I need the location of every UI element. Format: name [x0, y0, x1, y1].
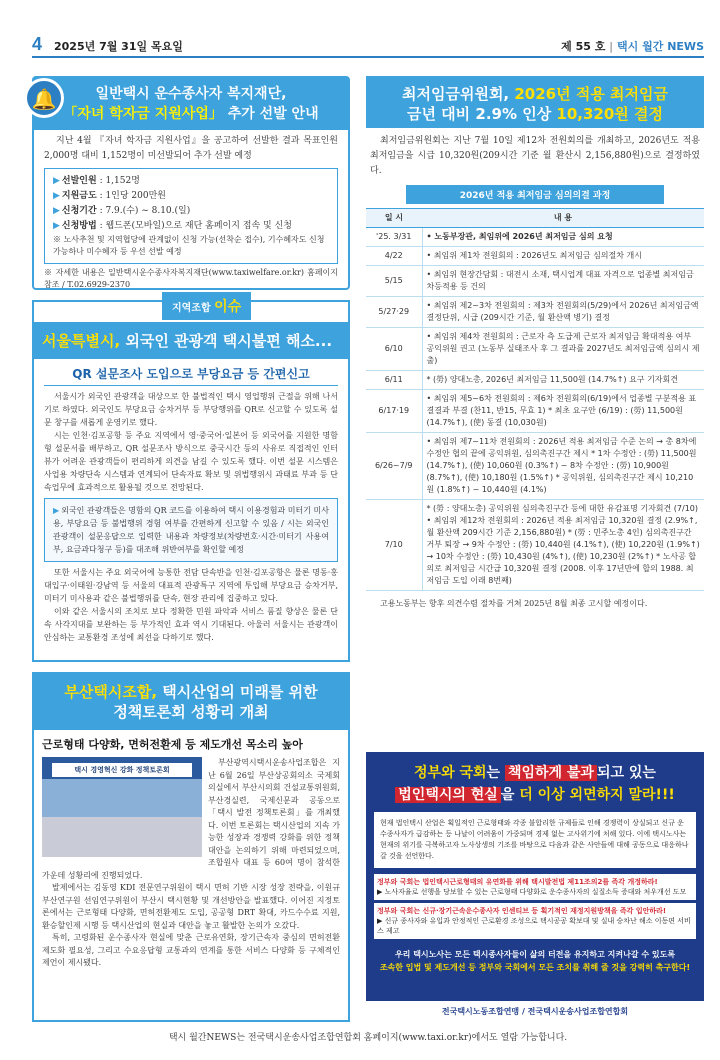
table-row: 6/11 * (勞) 양대노총, 2026년 최저임금 11,500원 (14.7%↑) 요구 기자회견	[366, 371, 704, 390]
busan-subtitle: 근로형태 다양화, 면허전환제 등 제도개선 목소리 높아	[42, 738, 303, 751]
table-row: 6/26~7/9 • 최임위 제7~11차 전원회의 : 2026년 적용 최저임금 수준 논의 → 총 8차에 수정안 협의 끝에 공익위원, 심의촉진구간 제시 * 1차 수정안 : (勞) 11,500원 (14.7%↑), (使) 10,060원 (0.3%↑) ~ 8차 수정안 : (勞) 10,900원 (8.7%↑), (使) 10,180원 (1.5%↑) * 공익위원, 심의촉진구간 제시 10,210원 (1.8%↑) ~ 10,440원 (4.1%)	[366, 433, 704, 500]
min-wage-article	[366, 76, 704, 616]
min-wage-after: 고용노동부는 향후 의견수렴 절차를 거쳐 2025년 8월 최종 고시할 예정이다.	[380, 599, 648, 608]
table-row: 4/22 • 최임위 제1차 전원회의 : 2026년도 최저임금 심의절차 개시	[366, 247, 704, 266]
ad-body: 현재 법인택시 산업은 획일적인 근로형태와 각종 불합리한 규제들로 인해 경쟁력이 상실되고 신규 운수종사자가 급감하는 등 나날이 어려움이 가중되며 경제 없는 고사위기에 처해 있다. 이에 택시노사는 현재의 위기를 극복하고자 노사상생의 기조를 바탕으로 다음과 같은 사안들에 대해 공동으로 대응하나갈 것을 선언한다.	[374, 812, 696, 868]
qr-info-box: ▶ 외국인 관광객들은 명함의 QR 코드를 이용하여 택시 이용경험과 미터기 미사용, 부당요금 등 불법행위 경험 여부를 간편하게 신고할 수 있음 / 시는 외국인 관광객이 설문응답으로 입력한 내용과 차량정보(차량번호·시간·미터기 사용여부, 요금과다청구 등)를 대조해 위반여부를 확인할 예정	[44, 498, 338, 562]
table-row: 5/27·29 • 최임위 제2~3차 전원회의 : 제3차 전원회의(5/29)에서 2026년 최저임금액 결정단위, 시급 (209시간 기준, 월 환산액 병기) 결정	[366, 297, 704, 328]
page-footer: 택시 월간NEWS는 전국택시운송사업조합연합회 홈페이지(www.taxi.or.kr)에서도 열람 가능합니다.	[168, 1033, 568, 1043]
scholarship-intro: 지난 4월 『자녀 학자금 지원사업』을 공고하여 선발한 결과 목표인원 2,000명 대비 1,152명이 미선발되어 추가 선발 예정	[44, 136, 338, 161]
page-header	[32, 34, 704, 58]
ad-demand-2: 정부와 국회는 신규·장기근속운수종사자 인센티브 등 획기적인 재정지원방책을 즉각 입안하라! ▶ 신규 종사자와 유입과 안정적인 근로환경 조성으로 택시공공 확보대 및 실내 승차난 해소 이동편 서비스 제고	[374, 903, 696, 939]
region-issue-tag: 지역조합 이슈	[162, 292, 251, 320]
ad-closing: 우리 택시노사는 모든 택시종사자들이 삶의 터전을 유지하고 지켜나갈 수 있도록 조속한 입법 및 제도개선 등 정부와 국회에서 모든 조치를 취해 줄 것을 강력히 촉구한다!	[379, 950, 691, 972]
table-row: '25. 3/31 • 노동부장관, 최임위에 2026년 최저임금 심의 요청	[366, 228, 704, 247]
seoul-article: 지역조합 이슈 서울특별시, 외국인 관광객 택시불편 해소... QR 설문조사 도입으로 부당요금 등 간편신고 서울시가 외국인 관광객을 대상으로 한 불법적인 택시 영업행위 근절을 위해 나서기로 하였다. 외국인도 부당요금 승차거부 등 부당행위를 QR로 신고할 수 있도록 설문 창구를 새롭게 운영키로 했다. 시는 인천·김포공항 등 주요 지역에서 영·중국어·일본어 등 외국어를 지원한 명함형 설문서를 배부하고, QR 설문조사 방식으로 중국시간 등의 사유로 직접적인 인터뷰가 어려운 관광객들이 편리하게 의견을 남길 수 있도록 했다. 이번 설문 시스템은 사업용 차량단속 시스템과 연계되어 단속자료 확보 및 위법행위시 과태료 부과 등 단속업무에 효과적으로 활용될 것으로 전망된다. ▶ 외국인 관광객들은 명함의 QR 코드를 이용하여 택시 이용경험과 미터기 미사용, 부당요금 등 불법행위 경험 여부를 간편하게 신고할 수 있음 / 시는 외국인 관광객이 설문응답으로 입력한 내용과 차량정보(차량번호·시간·미터기 사용여부, 요금과다청구 등)를 대조해 위반여부를 확인할 예정 또한 서울시는 주요 외국어에 능통한 전담 단속반을 인천·김포공항은 물론 명동·홍대입구·이태원·강남역 등 서울의 대표적 관광특구 지역에 투입해 부당요금 승차거부, 미터기 미사용과 같은 불법행위를 단속, 현장 관리에 집중하고 있다. 이와 같은 서울시의 조치로 보다 정확한 민원 파악과 서비스 품질 향상은 물론 단속 사각지대를 보완하는 등 부가적인 효과 역시 기대된다. 아울러 서울시는 관광객이 안심하는 교통환경 조성에 최선을 다하기로 했다.	[32, 300, 350, 662]
issue-label: 제 55 호 | 택시 월간 NEWS	[561, 40, 704, 53]
process-table: 일 시 내 용 '25. 3/31 • 노동부장관, 최임위에 2026년 최저임금 심의 요청 4/22 • 최임위 제1차 전원회의 : 2026년도 최저임금 심의절차 개시 5/15 • 최임위 현장간담회 : 대전시 소재, 택시업계 대표 자격으로 업종별 최저임금 차등적용 등 건의 5/27·29 • 최임위 제2~3차 전원회의 : 제3차 전원회의(5/29)에서 2026년 최저임금액 결정단위, 시급 (209시간 기준, 월 환산액 병기) 결정 6/10 • 최임위 제4차 전원회의 : 근로자 측 도급제 근로자 최저임금 확대적용 여부 공익위원 권고 (노동부 실태조사 후 그 결과를 2027년도 최저임금액 심의시 제출) 6/11 * (勞) 양대노총, 2026년 최저임금 11,500원 (14.7%↑) 요구 기자회견 6/17·19 • 최임위 제5~6차 전원회의 : 제6차 전원회의(6/19)에서 업종별 구분적용 표결결과 부결 (찬11, 반15, 무효 1) * 최초 요구안 (6/19) : (勞) 11,500원 (14.7%↑), (使) 동결 (10,030원) 6/26~7/9 • 최임위 제7~11차 전원회의 : 2026년 적용 최저임금 수준 논의 → 총 8차에 수정안 협의 끝에 공익위원, 심의촉진구간 제시 * 1차 수정안 : (勞) 11,500원 (14.7%↑), (使) 10,060원 (0.3%↑) ~ 8차 수정안 : (勞) 10,900원 (8.7%↑), (使) 10,180원 (1.5%↑) * 공익위원, 심의촉진구간 제시 10,210원 (1.8%↑) ~ 10,440원 (4.1%) 7/10 * (勞 : 양대노총) 공익위원 심의촉진구간 등에 대한 유감표명 기자회견 (7/10) • 최임위 제12차 전원회의 : 2026년 적용 최저임금 10,320원 결정 (2.9%↑, 월 환산액 209시간 기준 2,156,880원) * (勞 : 민주노총 4인) 심의촉진구간 거부 퇴장 → 9차 수정안 : (勞) 10,440원 (4.1%↑), (使) 10,220원 (1.9%↑) → 10차 수정안 : (勞) 10,430원 (4%↑), (使) 10,230원 (2%↑) * 노사공 합의로 최저임금 시간급 10,320원 결정 (2008. 이후 17년만에 합의 1988. 최저임금 도입 이래 8번째)	[366, 208, 704, 591]
seoul-title: 서울특별시, 외국인 관광객 택시불편 해소...	[34, 322, 348, 359]
labor-statement-ad	[366, 752, 704, 1022]
forum-photo: 택시 경영혁신 강화 정책토론회	[42, 757, 202, 857]
arrow-icon: ▶	[53, 176, 60, 186]
ad-headline: 정부와 국회는 책임하게 불과 되고 있는 법인택시의 현실 을 더 이상 외면하지 말라!!!	[366, 752, 704, 806]
issue-date: 2025년 7월 31일 목요일	[54, 40, 183, 53]
scholarship-title: 일반택시 운수종사자 복지재단, 「자녀 학자금 지원사업」 추가 선발 안내	[34, 78, 348, 130]
min-wage-title: 최저임금위원회, 2026년 적용 최저임금 금년 대비 2.9% 인상 10,320원 결정	[366, 76, 704, 128]
ad-demand-1: 정부와 국회는 법인택시근로형태의 유연화를 위해 택시발전법 제11조의2를 즉각 개정하라! ▶ 노사자율로 선행을 당보할 수 있는 근로형태 다양화로 운수종사자의 실질소득 증대와 처우개선 도모	[374, 874, 696, 900]
arrow-icon: ▶	[53, 505, 60, 515]
table-row: 6/17·19 • 최임위 제5~6차 전원회의 : 제6차 전원회의(6/19)에서 업종별 구분적용 표결결과 부결 (찬11, 반15, 무효 1) * 최초 요구안 (6/19) : (勞) 11,500원 (14.7%↑), (使) 동결 (10,030원)	[366, 390, 704, 433]
arrow-icon: ▶	[53, 191, 60, 201]
process-caption: 2026년 적용 최저임금 심의의결 과정	[406, 185, 664, 204]
table-row: 6/10 • 최임위 제4차 전원회의 : 근로자 측 도급제 근로자 최저임금 확대적용 여부 공익위원 권고 (노동부 실태조사 후 그 결과를 2027년도 최저임금액 심의시 제출)	[366, 328, 704, 371]
bell-icon: 🔔	[24, 78, 64, 118]
seoul-subtitle: QR 설문조사 도입으로 부당요금 등 간편신고	[44, 359, 338, 386]
page-number: 4	[32, 34, 43, 54]
ad-signatories: 전국택시노동조합연맹 / 전국택시운송사업조합연합회	[366, 1001, 704, 1022]
min-wage-intro: 최저임금위원회는 지난 7월 10일 제12차 전원회의를 개최하고, 2026년도 적용 최저임금을 시급 10,320원(209시간 기준 월 환산시 2,156,880원)으로 결정하였다.	[370, 136, 700, 176]
scholarship-details: ▶ 선발인원 : 1,152명 ▶ 지원금도 : 1인당 200만원 ▶ 신청기간 : 7.9.(수) ~ 8.10.(일) ▶ 신청방법 : 웹드폰(모바일)으로 재단 홈페이지 접속 및 신청 ※ 노사추천 및 지역협당에 관계없이 신청 가능(선착순 접수), 기수혜자도 신청 가능하나 미수혜자 등 우선 선발 예정	[44, 168, 338, 264]
scholarship-ref: ※ 자세한 내용은 일반택시운수종사자복지재단(www.taxiwelfare.or.kr) 홈페이지 참조 / T.02.6929-2370	[44, 268, 338, 289]
arrow-icon: ▶	[53, 206, 60, 216]
table-row: 7/10 * (勞 : 양대노총) 공익위원 심의촉진구간 등에 대한 유감표명 기자회견 (7/10) • 최임위 제12차 전원회의 : 2026년 적용 최저임금 10,320원 결정 (2.9%↑, 월 환산액 209시간 기준 2,156,880원) * (勞 : 민주노총 4인) 심의촉진구간 거부 퇴장 → 9차 수정안 : (勞) 10,440원 (4.1%↑), (使) 10,220원 (1.9%↑) → 10차 수정안 : (勞) 10,430원 (4%↑), (使) 10,230원 (2%↑) * 노사공 합의로 최저임금 시간급 10,320원 결정 (2008. 이후 17년만에 합의 1988. 최저임금 도입 이래 8번째)	[366, 500, 704, 591]
table-row: 5/15 • 최임위 현장간담회 : 대전시 소재, 택시업계 대표 자격으로 업종별 최저임금 차등적용 등 건의	[366, 266, 704, 297]
arrow-icon: ▶	[53, 221, 60, 231]
busan-article: 부산택시조합, 택시산업의 미래를 위한 정책토론회 성황리 개최 근로형태 다양화, 면허전환제 등 제도개선 목소리 높아 택시 경영혁신 강화 정책토론회 부산광역시택시운송사업조합은 지난 6월 26일 부산상공회의소 국제회의실에서 부산시의회 건설교통위원회, 부산경실련, 국제신문과 공동으로 「택시 발전 정책토론회」를 개최했다. 이번 토론회는 택시산업의 지속 가능한 성장과 경쟁력 강화를 위한 정책 대안을 논의하기 위해 마련되었으며, 조합원사 대표 등 60여 명이 참석한 가운데 성황리에 진행되었다. 발제에서는 김동영 KDI 전문연구위원이 택시 면허 기반 시장 성장 전략을, 이원규 부산연구원 선임연구위원이 부산시 택시현황 및 개선방안을 발표했다. 이어진 지정토론에서는 근로형태 다양화, 면허전환제도 도입, 공공형 DRT 확대, 카드수수료 지원, 환승할인제 시행 등 택시산업의 현실과 대안을 놓고 활발한 논의가 오갔다. 특히, 고령화된 운수종사자 현실에 맞춘 근로유연화, 장기근속자 중심의 면허전환 제도화 필요성, 그리고 수요응답형 교통과의 연계를 통한 서비스 다양화 등 구체적인 제언이 제시됐다.	[32, 672, 350, 1022]
scholarship-notice	[32, 76, 350, 290]
busan-title: 부산택시조합, 택시산업의 미래를 위한 정책토론회 성황리 개최	[34, 674, 348, 730]
